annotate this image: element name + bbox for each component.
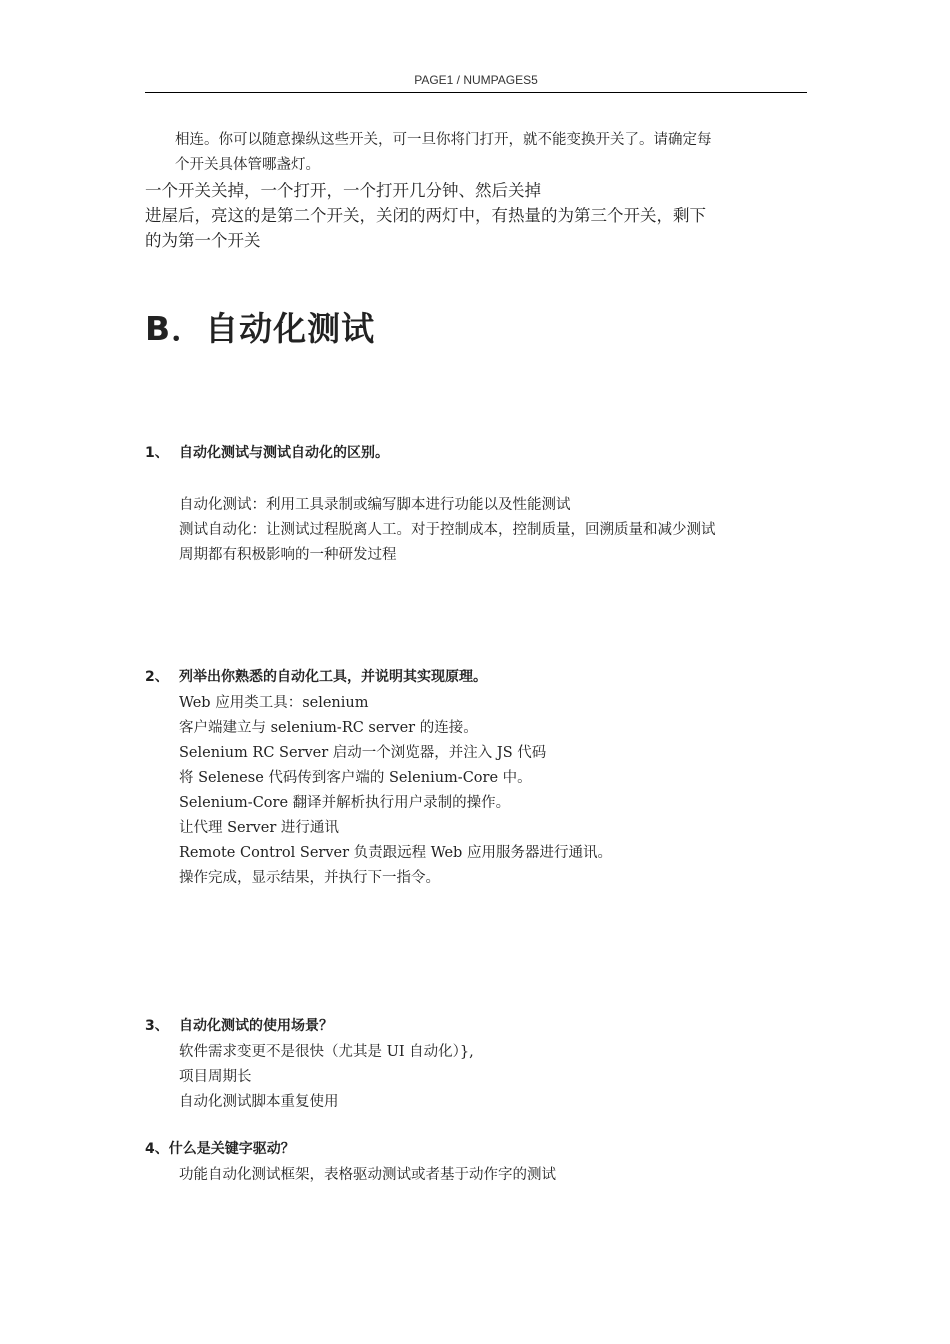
question-1-answer-2: 测试自动化：让测试过程脱离人工。对于控制成本，控制质量，回溯质量和减少测试 — [179, 522, 716, 538]
question-2-line: 操作完成，显示结果，并执行下一指令。 — [179, 870, 440, 886]
question-2-line: 让代理 Server 进行通讯 — [179, 820, 339, 836]
question-2-line: Selenium-Core 翻译并解析执行用户录制的操作。 — [179, 795, 511, 811]
intro-line-1: 相连。你可以随意操纵这些开关，可一旦你将门打开，就不能变换开关了。请确定每 — [175, 132, 712, 148]
question-2-number: 2、 — [145, 669, 169, 685]
question-3-line: 软件需求变更不是很快（尤其是 UI 自动化）}, — [179, 1044, 474, 1060]
question-1-answer-3: 周期都有积极影响的一种研发过程 — [179, 547, 397, 563]
question-4-heading: 4、什么是关键字驱动？ — [145, 1141, 295, 1157]
question-2-line: 客户端建立与 selenium-RC server 的连接。 — [179, 720, 478, 736]
question-2-line: Remote Control Server 负责跟远程 Web 应用服务器进行通讯。 — [179, 845, 612, 861]
question-3-heading — [145, 1015, 333, 1035]
intro-line-3: 一个开关关掉，一个打开，一个打开几分钟、然后关掉 — [145, 181, 541, 200]
intro-line-2: 个开关具体管哪盏灯。 — [175, 157, 320, 173]
question-2-line: Selenium RC Server 启动一个浏览器，并注入 JS 代码 — [179, 745, 547, 761]
question-2-line: Web 应用类工具：selenium — [179, 695, 369, 711]
intro-line-5: 的为第一个开关 — [145, 231, 261, 250]
question-1-title: 自动化测试与测试自动化的区别。 — [179, 445, 389, 461]
question-3-line: 项目周期长 — [179, 1069, 252, 1085]
question-3-line: 自动化测试脚本重复使用 — [179, 1094, 339, 1110]
question-4-line: 功能自动化测试框架，表格驱动测试或者基于动作字的测试 — [179, 1167, 556, 1183]
question-1-heading — [145, 442, 389, 462]
question-3-number: 3、 — [145, 1018, 169, 1034]
page-header: PAGE1 / NUMPAGES5 — [414, 73, 538, 87]
question-2-title: 列举出你熟悉的自动化工具，并说明其实现原理。 — [179, 669, 487, 685]
section-title: B．自动化测试 — [145, 309, 376, 348]
intro-line-4: 进屋后，亮这的是第二个开关，关闭的两灯中，有热量的为第三个开关，剩下 — [145, 206, 706, 225]
question-2-line: 将 Selenese 代码传到客户端的 Selenium-Core 中。 — [179, 770, 532, 786]
question-2-heading — [145, 666, 487, 686]
question-1-number: 1、 — [145, 445, 169, 461]
question-3-title: 自动化测试的使用场景？ — [179, 1018, 333, 1034]
question-1-answer-1: 自动化测试：利用工具录制或编写脚本进行功能以及性能测试 — [179, 497, 571, 513]
header-rule — [145, 92, 807, 93]
